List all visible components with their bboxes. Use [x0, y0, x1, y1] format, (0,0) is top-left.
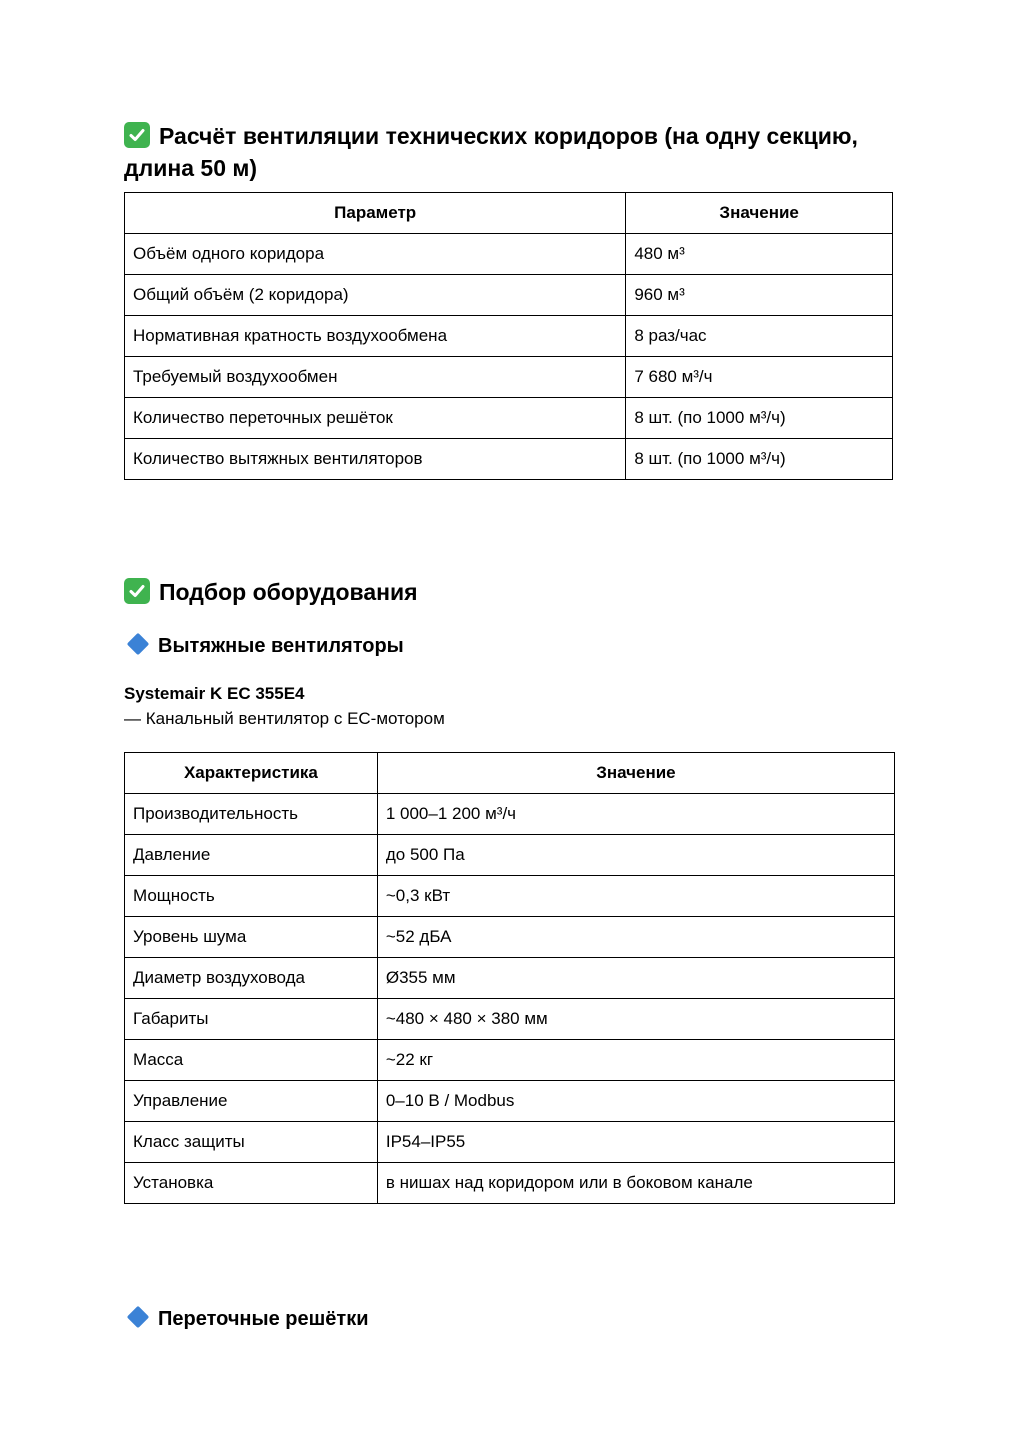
table-cell: Общий объём (2 коридора) [125, 275, 626, 316]
table-cell: ~52 дБА [377, 917, 894, 958]
check-mark-icon [124, 122, 150, 148]
table-cell: Производительность [125, 794, 378, 835]
table-cell: Габариты [125, 999, 378, 1040]
table-row [125, 835, 895, 876]
table-row [125, 1122, 895, 1163]
table-row [125, 876, 895, 917]
table-cell: Количество вытяжных вентиляторов [125, 439, 626, 480]
table-row [125, 917, 895, 958]
table-cell: 1 000–1 200 м³/ч [377, 794, 894, 835]
table-cell: Класс защиты [125, 1122, 378, 1163]
column-header: Характеристика [125, 753, 378, 794]
heading-text: Подбор оборудования [159, 579, 418, 605]
table-row [125, 439, 893, 480]
table-cell: Масса [125, 1040, 378, 1081]
section-heading-equipment [124, 576, 904, 608]
section-heading-calculation [124, 120, 904, 184]
blue-diamond-icon [127, 1306, 150, 1329]
section-heading-transfer-grilles [124, 1305, 904, 1333]
table-cell: ~0,3 кВт [377, 876, 894, 917]
section-heading-exhaust-fans [124, 632, 904, 660]
table-header-row [125, 193, 893, 234]
table-cell: 480 м³ [626, 234, 893, 275]
table-cell: Установка [125, 1163, 378, 1204]
table-cell: IP54–IP55 [377, 1122, 894, 1163]
blue-diamond-icon [127, 633, 150, 656]
table-cell: 960 м³ [626, 275, 893, 316]
table-cell: 0–10 В / Modbus [377, 1081, 894, 1122]
table-cell: Давление [125, 835, 378, 876]
model-description: — Канальный вентилятор с EC-мотором [124, 709, 445, 728]
column-header: Параметр [125, 193, 626, 234]
table-cell: Нормативная кратность воздухообмена [125, 316, 626, 357]
table-row [125, 1040, 895, 1081]
table-cell: Управление [125, 1081, 378, 1122]
table-row [125, 398, 893, 439]
table-cell: 7 680 м³/ч [626, 357, 893, 398]
table-cell: в нишах над коридором или в боковом канале [377, 1163, 894, 1204]
check-mark-icon [124, 578, 150, 604]
table-header-row [125, 753, 895, 794]
table-cell: ~22 кг [377, 1040, 894, 1081]
table-cell: Требуемый воздухообмен [125, 357, 626, 398]
table-cell: Объём одного коридора [125, 234, 626, 275]
ventilation-calc-table [124, 192, 893, 480]
table-row [125, 1081, 895, 1122]
table-cell: 8 шт. (по 1000 м³/ч) [626, 398, 893, 439]
table-row [125, 316, 893, 357]
heading-text: Расчёт вентиляции технических коридоров (на одну секцию, длина 50 м) [124, 123, 858, 181]
table-cell: Уровень шума [125, 917, 378, 958]
table-row [125, 234, 893, 275]
table-row [125, 357, 893, 398]
heading-text: Вытяжные вентиляторы [158, 635, 404, 657]
table-row [125, 794, 895, 835]
column-header: Значение [377, 753, 894, 794]
table-cell: Ø355 мм [377, 958, 894, 999]
table-cell: ~480 × 480 × 380 мм [377, 999, 894, 1040]
table-cell: 8 раз/час [626, 316, 893, 357]
table-cell: 8 шт. (по 1000 м³/ч) [626, 439, 893, 480]
table-cell: Количество переточных решёток [125, 398, 626, 439]
table-row [125, 958, 895, 999]
table-cell: Мощность [125, 876, 378, 917]
table-row [125, 999, 895, 1040]
table-cell: Диаметр воздуховода [125, 958, 378, 999]
table-cell: до 500 Па [377, 835, 894, 876]
column-header: Значение [626, 193, 893, 234]
fan-specs-table [124, 752, 895, 1204]
table-row [125, 1163, 895, 1204]
model-name: Systemair K EC 355E4 [124, 684, 305, 703]
table-row [125, 275, 893, 316]
heading-text: Переточные решётки [158, 1308, 369, 1330]
